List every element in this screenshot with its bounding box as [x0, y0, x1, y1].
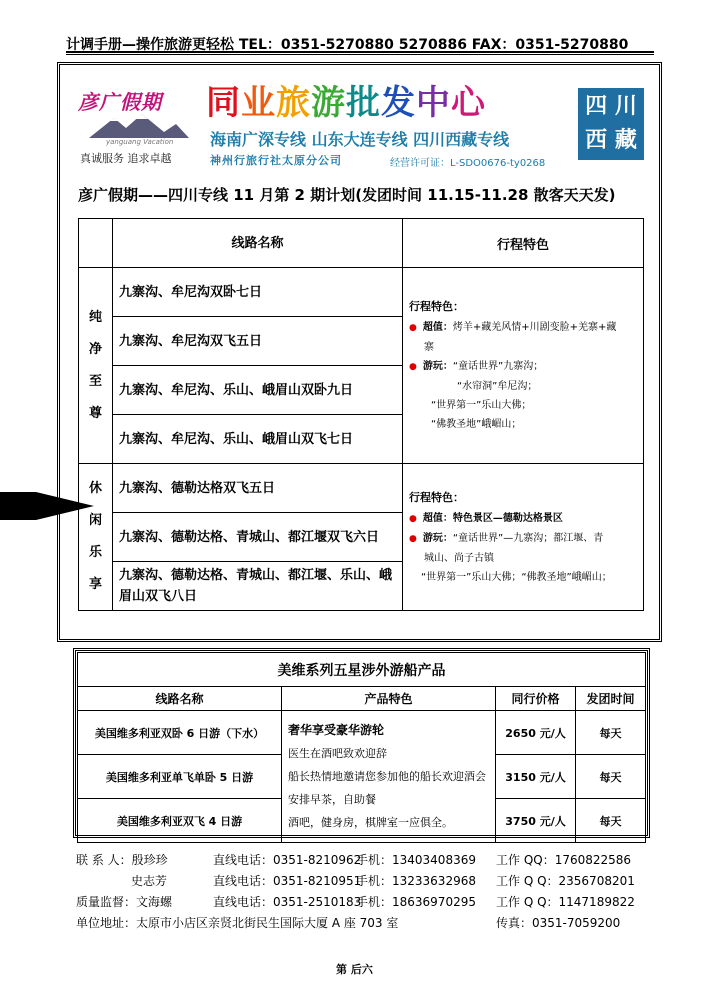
contact-qq: 工作 Q Q：1147189822 [496, 895, 635, 909]
header-rule-thin [66, 54, 654, 55]
feature-line [409, 338, 637, 357]
region-line-1: 四 川 [585, 94, 637, 119]
fax-number: 传真：0351-7059200 [496, 916, 621, 930]
contact-mobile: 手机：13403408369 [356, 853, 476, 867]
cruise-depart: 每天 [576, 799, 646, 843]
bullet-icon: ● [409, 323, 417, 333]
header-rule [66, 51, 654, 53]
feature-line [409, 529, 637, 549]
contact-phone: 直线电话：0351-8210951 [213, 874, 362, 888]
feature-label: 游玩： [422, 361, 453, 372]
cruise-depart: 每天 [576, 711, 646, 755]
feature-line [409, 377, 637, 396]
cruise-feature-line: 医生在酒吧致欢迎辞 [288, 747, 387, 760]
feature-text: 烤羊+藏羌风情+川剧变脸+羌寨+藏 [452, 322, 617, 333]
feature-line [409, 549, 637, 568]
contact-mobile: 手机：18636970295 [356, 895, 476, 909]
contact-phone: 直线电话：0351-8210962 [213, 853, 362, 867]
cruise-section-title: 美维系列五星涉外游船产品 [78, 653, 646, 687]
col-cruise-route: 线路名称 [78, 687, 282, 711]
route-item: 九寨沟、牟尼沟双卧七日 [113, 268, 403, 317]
feature-line [409, 509, 637, 529]
contact-qq: 工作 Q Q：2356708201 [496, 874, 635, 888]
table-corner [79, 219, 113, 268]
banner-title-char: 游 [311, 83, 346, 123]
contact-phone: 直线电话：0351-2510183 [213, 895, 362, 909]
category-pure [79, 268, 113, 464]
feature-text: 城山、尚子古镇 [424, 552, 494, 564]
category-char: 净 [88, 341, 102, 357]
cruise-price: 3150 元/人 [496, 755, 576, 799]
cruise-feature-line: 酒吧，健身房，棋牌室一应俱全。 [288, 816, 453, 829]
category-char: 享 [88, 577, 102, 592]
bullet-icon: ● [409, 513, 417, 524]
route-item: 九寨沟、德勒达格、青城山、都江堰双飞六日 [113, 513, 403, 562]
banner-title-char: 批 [346, 83, 381, 123]
feature-line [409, 357, 637, 377]
address-row [76, 913, 666, 934]
contact-person: 联 系 人：殷珍珍 [76, 853, 168, 867]
logo-subtitle: yanguang Vacation [106, 138, 174, 146]
cruise-feature-title: 奢华享受豪华游轮 [288, 723, 385, 737]
feature-label: 超值： [422, 322, 453, 333]
cruise-route-name: 美国维多利亚双卧 6 日游（下水） [78, 711, 282, 755]
category-char: 至 [88, 373, 102, 389]
feature-label: 游玩： [422, 532, 453, 544]
contact-row [76, 892, 666, 913]
contact-block [76, 850, 666, 934]
banner-title-char: 旅 [276, 83, 311, 123]
route-item: 九寨沟、牟尼沟、乐山、峨眉山双飞七日 [113, 415, 403, 464]
banner-title-char: 业 [241, 83, 276, 123]
company-address: 单位地址：太原市小店区亲贤北街民生国际大厦 A 座 703 室 [76, 916, 399, 930]
banner-title-char: 发 [381, 83, 416, 123]
route-item: 九寨沟、牟尼沟双飞五日 [113, 317, 403, 366]
feature-line [409, 396, 637, 415]
logo-slogan: 真诚服务 追求卓越 [80, 152, 172, 165]
feature-text: 特色景区—德勒达格景区 [452, 512, 563, 524]
col-cruise-feature: 产品特色 [282, 687, 496, 711]
cruise-depart: 每天 [576, 755, 646, 799]
banner-title [206, 84, 486, 122]
feature-line [409, 318, 637, 338]
route-table [78, 218, 644, 611]
page-number: 第 后六 [336, 963, 373, 976]
banner-subtitle: 海南广深专线 山东大连专线 四川西藏专线 [210, 130, 510, 149]
col-cruise-price: 同行价格 [496, 687, 576, 711]
route-item: 九寨沟、德勒达格、青城山、都江堰、乐山、峨眉山双飞八日 [113, 562, 403, 611]
mountain-logo-icon [84, 110, 194, 140]
cruise-table [77, 652, 646, 843]
brand-logo [70, 80, 200, 170]
feature-text: “水帘洞”牟尼沟； [457, 381, 538, 392]
feature-text: 寨 [424, 342, 434, 353]
feature-label: 超值： [422, 512, 453, 524]
category-char: 乐 [88, 545, 102, 560]
feature-cell [403, 464, 644, 611]
contact-row [76, 871, 666, 892]
route-item: 九寨沟、德勒达格双飞五日 [113, 464, 403, 513]
plan-title: 彦广假期——四川专线 11 月第 2 期计划(发团时间 11.15-11.28 散客天天发) [78, 186, 616, 204]
contact-row [76, 850, 666, 871]
logo-brand-name: 彦广假期 [78, 90, 162, 114]
feature-text: “世界第一”乐山大佛； [431, 400, 532, 411]
cruise-route-name: 美国维多利亚双飞 4 日游 [78, 799, 282, 843]
bullet-icon: ● [409, 533, 417, 544]
col-route-name: 线路名称 [113, 219, 403, 268]
region-badge [578, 88, 644, 160]
cruise-feature-line: 安排早茶，自助餐 [288, 793, 376, 806]
contact-person: 史志芳 [131, 874, 168, 888]
feature-line [409, 568, 637, 587]
col-features: 行程特色 [403, 219, 644, 268]
feature-text: “佛教圣地”峨嵋山； [431, 419, 522, 430]
contact-person: 质量监督：文海螺 [76, 895, 173, 909]
cruise-price: 3750 元/人 [496, 799, 576, 843]
feature-text: “世界第一”乐山大佛；“佛教圣地”峨嵋山； [421, 571, 612, 583]
category-char: 尊 [88, 405, 102, 421]
feature-cell [403, 268, 644, 464]
cruise-price: 2650 元/人 [496, 711, 576, 755]
feature-text: “童话世界”—九寨沟；都江堰、青 [452, 532, 604, 544]
category-char: 纯 [88, 309, 102, 325]
bullet-icon: ● [409, 362, 417, 372]
contact-mobile: 手机：13233632968 [356, 874, 476, 888]
category-char: 闲 [88, 513, 102, 528]
banner-title-char: 中 [416, 83, 451, 123]
top-header: 计调手册—操作旅游更轻松 TEL：0351-5270880 5270886 FAX：0351-5270880 [66, 37, 629, 53]
region-line-2: 西 藏 [585, 128, 637, 153]
feature-title: 行程特色： [409, 300, 464, 313]
feature-line [409, 415, 637, 434]
route-item: 九寨沟、牟尼沟、乐山、峨眉山双卧九日 [113, 366, 403, 415]
feature-title: 行程特色： [409, 490, 464, 504]
company-name: 神州行旅行社太原分公司 [210, 154, 342, 167]
category-leisure [79, 464, 113, 611]
banner-title-char: 同 [206, 83, 241, 123]
banner-title-char: 心 [451, 83, 486, 123]
contact-qq: 工作 QQ：1760822586 [496, 853, 632, 867]
cruise-feature-line: 船长热情地邀请您参加他的船长欢迎酒会 [288, 770, 486, 783]
col-cruise-depart: 发团时间 [576, 687, 646, 711]
cruise-feature-cell [282, 711, 496, 843]
category-char: 休 [88, 481, 102, 496]
feature-text: “童话世界”九寨沟； [452, 361, 544, 372]
cruise-route-name: 美国维多利亚单飞单卧 5 日游 [78, 755, 282, 799]
left-tab-marker [0, 492, 36, 520]
license-number: 经营许可证：L-SDO0676-ty0268 [390, 158, 546, 169]
